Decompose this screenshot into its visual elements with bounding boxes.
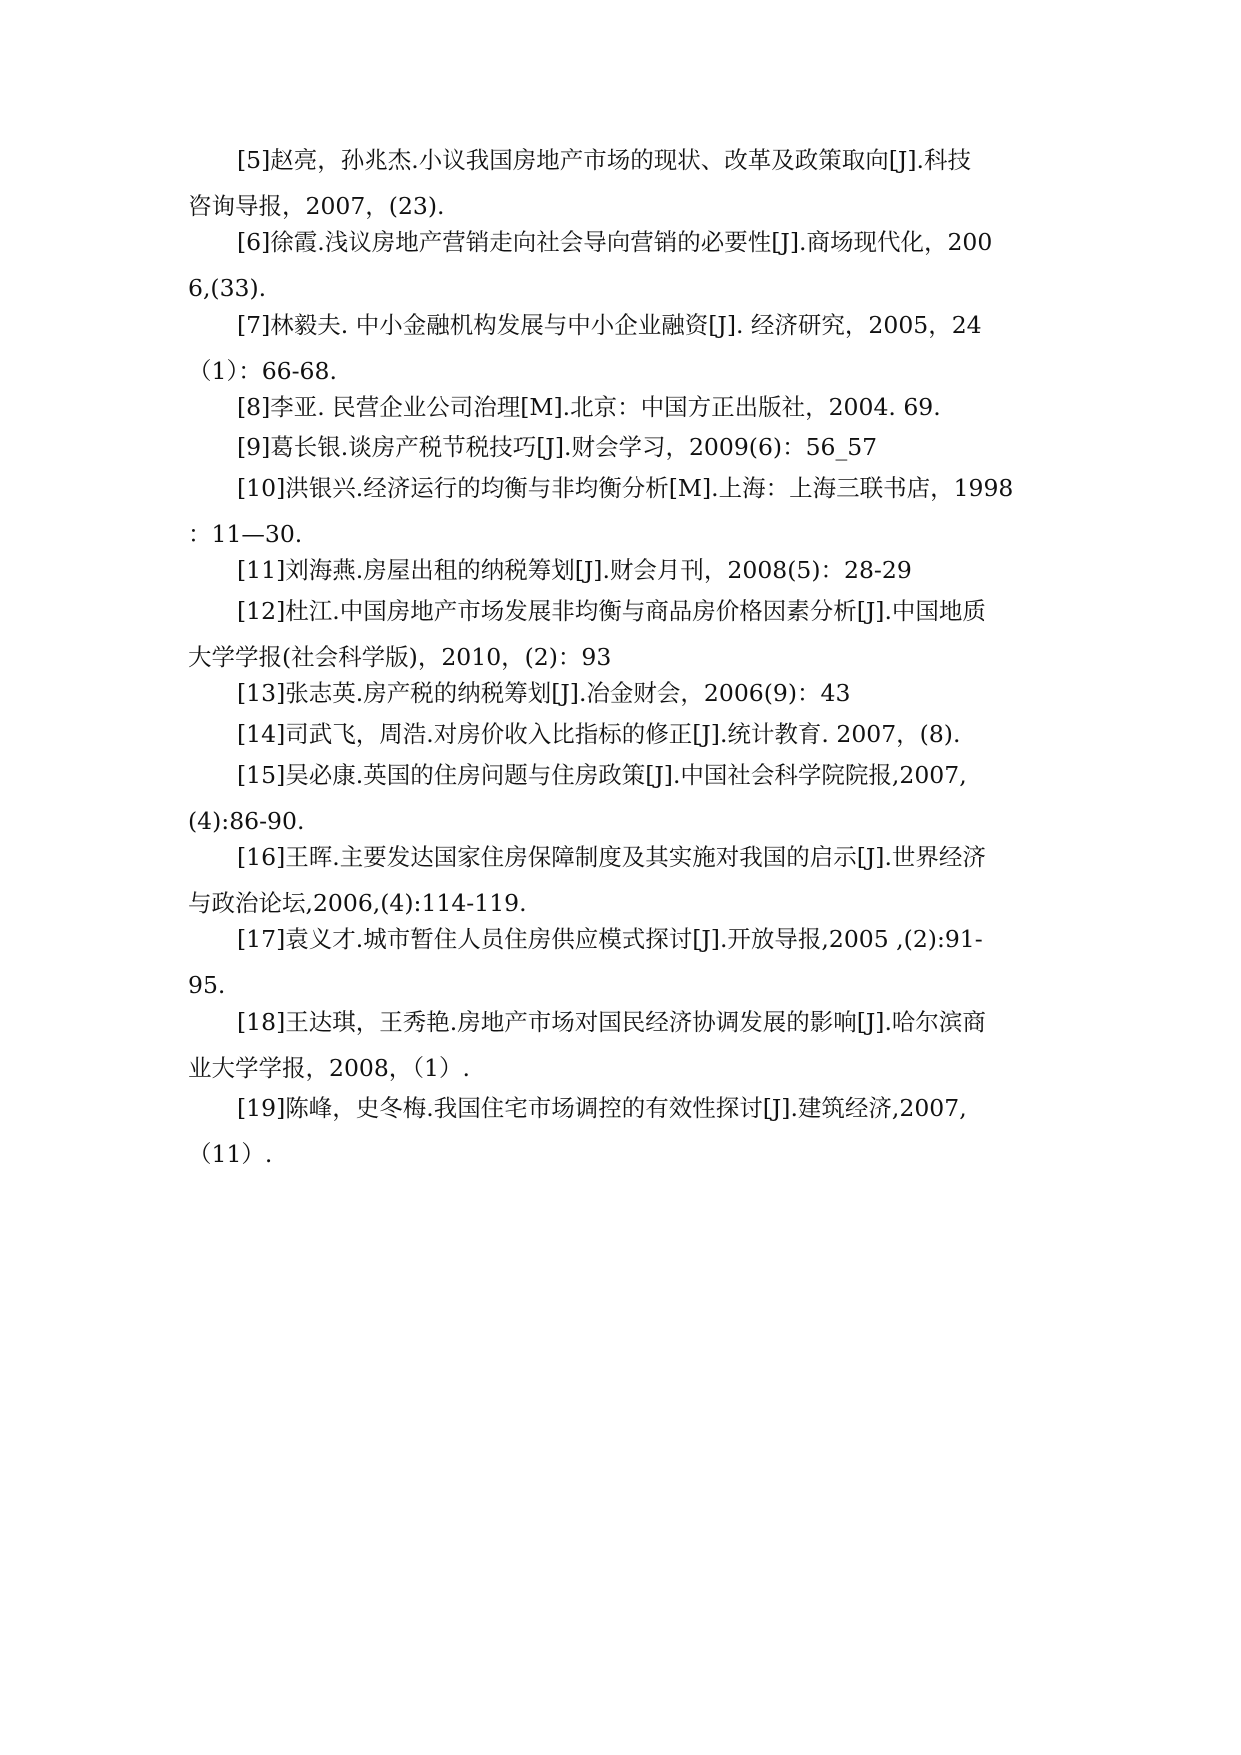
reference-line: [16]王晖.主要发达国家住房保障制度及其实施对我国的启示[J].世界经济 — [237, 843, 986, 871]
reference-line: [6]徐霞.浅议房地产营销走向社会导向营销的必要性[J].商场现代化，200 — [237, 228, 993, 256]
reference-line: [17]袁义才.城市暂住人员住房供应模式探讨[J].开放导报,2005 ,(2):91- — [237, 925, 983, 953]
reference-line: 95. — [188, 971, 226, 999]
reference-entry — [188, 302, 982, 394]
reference-line: [14]司武飞，周浩.对房价收入比指标的修正[J].统计教育. 2007，(8). — [237, 720, 961, 748]
reference-line: [9]葛长银.谈房产税节税技巧[J].财会学习，2009(6)：56_57 — [237, 433, 878, 461]
reference-line: (4):86-90. — [188, 807, 305, 835]
reference-line: 咨询导报，2007，(23). — [188, 192, 445, 220]
reference-entry — [188, 916, 983, 1008]
reference-entry — [188, 137, 971, 229]
reference-entry — [188, 424, 877, 470]
reference-line: 与政治论坛,2006,(4):114-119. — [188, 889, 527, 917]
reference-line: [7]林毅夫. 中小金融机构发展与中小企业融资[J]. 经济研究，2005，24 — [237, 311, 982, 339]
reference-entry — [188, 711, 960, 757]
reference-line: [8]李亚. 民营企业公司治理[M].北京：中国方正出版社，2004. 69. — [237, 393, 941, 421]
reference-line: 业大学学报，2008，（1）. — [188, 1054, 470, 1082]
reference-line: [15]吴必康.英国的住房问题与住房政策[J].中国社会科学院院报,2007, — [237, 761, 967, 789]
reference-line: [12]杜江.中国房地产市场发展非均衡与商品房价格因素分析[J].中国地质 — [237, 597, 986, 625]
reference-line: （11）. — [188, 1140, 273, 1168]
reference-line: [10]洪银兴.经济运行的均衡与非均衡分析[M].上海：上海三联书店，1998 — [237, 474, 1014, 502]
reference-entry — [188, 752, 967, 844]
reference-entry — [188, 670, 850, 716]
reference-line: ：11—30. — [188, 520, 303, 548]
reference-line: [11]刘海燕.房屋出租的纳税筹划[J].财会月刊，2008(5)：28-29 — [237, 556, 912, 584]
reference-line: [13]张志英.房产税的纳税筹划[J].冶金财会，2006(9)：43 — [237, 679, 851, 707]
reference-entry — [188, 588, 986, 680]
reference-line: [5]赵亮，孙兆杰.小议我国房地产市场的现状、改革及政策取向[J].科技 — [237, 146, 971, 174]
reference-line: （1）：66-68. — [188, 357, 337, 385]
reference-entry — [188, 547, 912, 593]
reference-line: 大学学报(社会科学版)，2010，(2)：93 — [188, 643, 612, 671]
reference-line: 6,(33). — [188, 274, 267, 302]
reference-entry — [188, 465, 1013, 557]
reference-line: [18]王达琪，王秀艳.房地产市场对国民经济协调发展的影响[J].哈尔滨商 — [237, 1008, 986, 1036]
reference-entry — [188, 999, 986, 1091]
reference-line: [19]陈峰，史冬梅.我国住宅市场调控的有效性探讨[J].建筑经济,2007, — [237, 1094, 967, 1122]
reference-entry — [188, 834, 986, 926]
reference-entry — [188, 219, 992, 311]
reference-entry — [188, 1085, 967, 1177]
